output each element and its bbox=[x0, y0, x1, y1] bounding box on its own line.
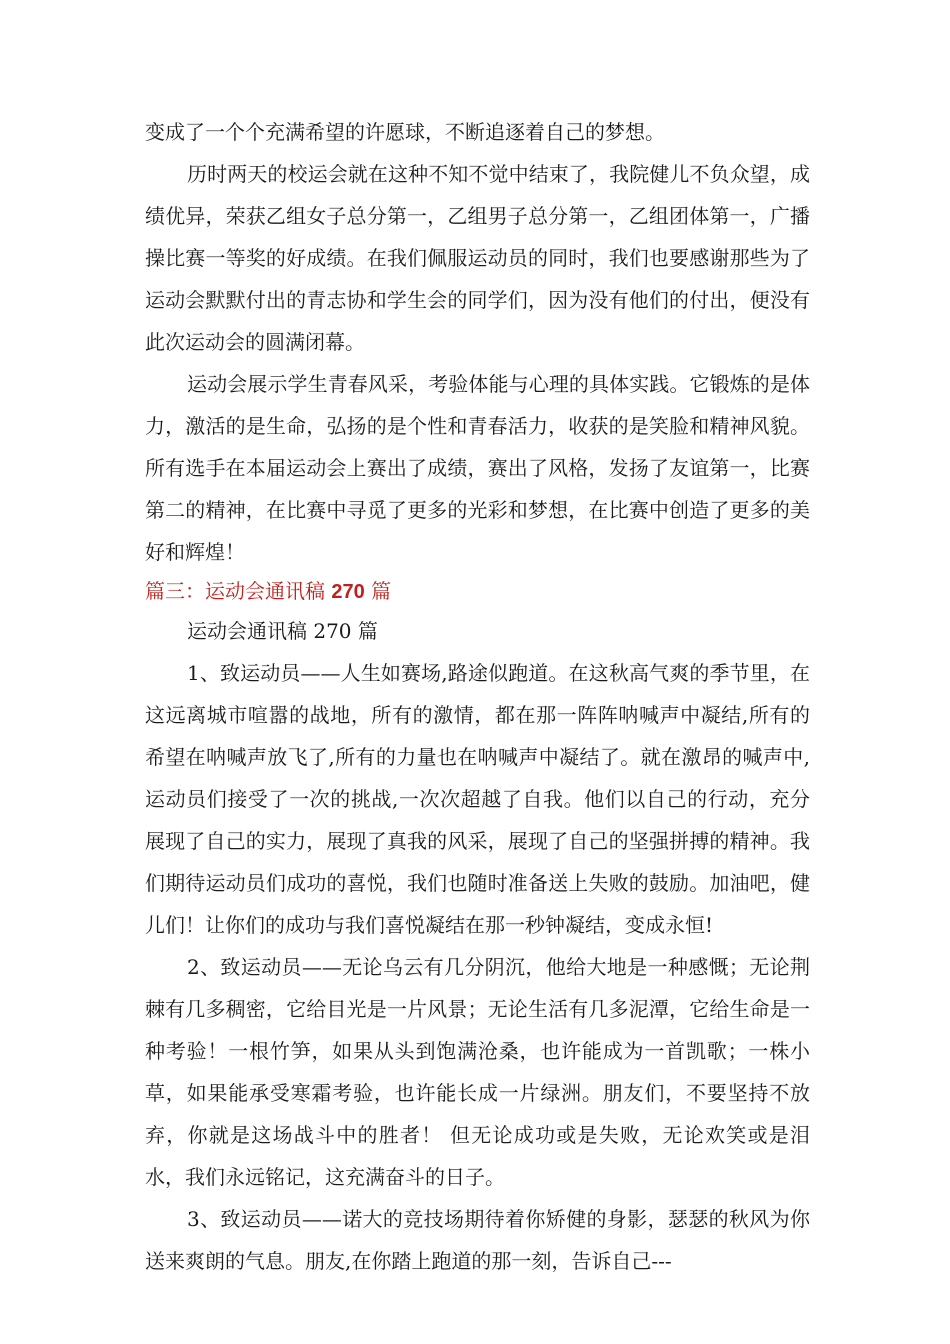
paragraph-message-2: 2、致运动员——无论乌云有几分阴沉，他给大地是一种感慨；无论荆棘有几多稠密，它给目光是一片风景；无论生活有几多泥潭，它给生命是一种考验！一根竹笋，如果从头到饱满沧桑，也许能成为一首凯歌；一株小草，如果能承受寒霜考验，也许能长成一片绿洲。朋友们，不要坚持不放弃，你就是这场战斗中的胜者！ 但无论成功或是失败，无论欢笑或是泪水，我们永远铭记，这充满奋斗的日子。 bbox=[145, 955, 810, 1189]
paragraph-games-spirit: 运动会展示学生青春风采，考验体能与心理的具体实践。它锻炼的是体力，激活的是生命，弘扬的是个性和青春活力，收获的是笑脸和精神风貌。所有选手在本届运动会上赛出了成绩，赛出了风格，发扬了友谊第一，比赛第二的精神，在比赛中寻觅了更多的光彩和梦想，在比赛中创造了更多的美好和辉煌！ bbox=[145, 372, 810, 564]
document-body bbox=[145, 111, 810, 1282]
paragraph-continuation: 变成了一个个充满希望的许愿球，不断追逐着自己的梦想。 bbox=[145, 120, 665, 144]
section-heading-number: 270 bbox=[331, 581, 365, 603]
paragraph-message-1: 1、致运动员——人生如赛场,路途似跑道。在这秋高气爽的季节里，在这远离城市喧嚣的战地，所有的激情，都在那一阵阵呐喊声中凝结,所有的希望在呐喊声放飞了,所有的力量也在呐喊声中凝结了。就在激昂的喊声中,运动员们接受了一次的挑战,一次次超越了自我。他们以自己的行动，充分展现了自己的实力，展现了真我的风采，展现了自己的坚强拼搏的精神。我们期待运动员们成功的喜悦，我们也随时准备送上失败的鼓励。加油吧，健儿们！让你们的成功与我们喜悦凝结在那一秒钟凝结，变成永恒! bbox=[145, 661, 810, 937]
paragraph-closing-ceremony: 历时两天的校运会就在这种不知不觉中结束了，我院健儿不负众望，成绩优异，荣获乙组女子总分第一，乙组男子总分第一，乙组团体第一，广播操比赛一等奖的好成绩。在我们佩服运动员的同时，我们也要感谢那些为了运动会默默付出的青志协和学生会的同学们，因为没有他们的付出，便没有此次运动会的圆满闭幕。 bbox=[145, 162, 810, 354]
section-subtitle: 运动会通讯稿 270 篇 bbox=[187, 619, 378, 643]
section-heading-suffix: 篇 bbox=[371, 579, 392, 603]
paragraph-message-3: 3、致运动员——诺大的竞技场期待着你矫健的身影，瑟瑟的秋风为你送来爽朗的气息。朋友,在你踏上跑道的那一刻，告诉自己--- bbox=[145, 1207, 810, 1273]
section-heading bbox=[145, 573, 810, 610]
section-heading-prefix: 篇三：运动会通讯稿 bbox=[145, 579, 325, 603]
